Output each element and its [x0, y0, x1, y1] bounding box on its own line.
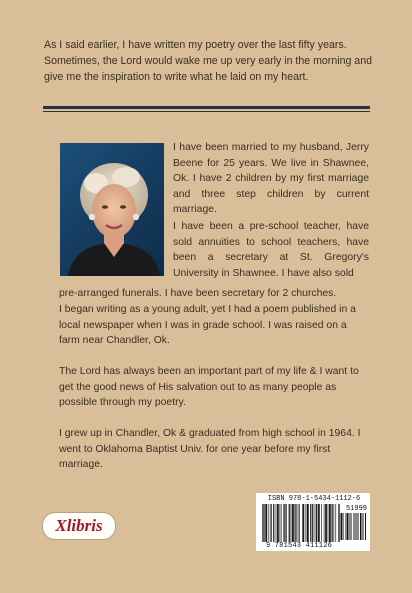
publisher-logo: [42, 512, 116, 540]
intro-paragraph: As I said earlier, I have written my poetry over the last fifty years. Sometimes, the Lord would wake me up very early in the morning and give me the inspiration to write what he laid on my heart.: [44, 39, 372, 83]
barcode-bar: [308, 504, 309, 542]
barcode-bar: [317, 504, 318, 542]
bio-paragraph-career: I have been a pre-school teacher, have sold annuities to school teachers, have been a secretary at St. Gregory's University in Shawnee. I have also sold: [173, 221, 369, 279]
barcode-bar: [319, 504, 320, 542]
barcode-bar: [303, 504, 304, 542]
barcode-bar: [365, 513, 366, 540]
barcode-bar: [299, 504, 300, 542]
barcode-bar: [262, 504, 263, 542]
barcode-bar: [298, 504, 299, 542]
barcode-bar: [319, 504, 320, 542]
barcode-bar: [273, 504, 274, 542]
barcode-bar: [293, 504, 294, 542]
barcode-bar: [283, 504, 284, 542]
barcode-bar: [341, 513, 342, 540]
barcode-bar: [332, 504, 333, 542]
barcode-bar: [264, 504, 265, 542]
barcode-bar: [346, 513, 347, 540]
barcode-bar: [357, 513, 358, 540]
barcode-bar: [294, 504, 295, 542]
barcode-bar: [343, 513, 344, 540]
barcode-bar: [286, 504, 287, 542]
barcode-bar: [335, 504, 336, 542]
isbn-label: ISBN 978-1-5434-1112-6: [267, 495, 361, 503]
barcode-bar: [329, 504, 330, 542]
barcode-bar: [310, 504, 311, 542]
barcode-bar: [263, 504, 264, 542]
barcode-bar: [318, 504, 319, 542]
barcode-bar: [278, 504, 279, 542]
barcode-bar: [328, 504, 329, 542]
barcode-bar: [354, 513, 355, 540]
barcode-bar: [325, 504, 326, 542]
barcode-bar: [334, 504, 335, 542]
barcode-bar: [284, 504, 285, 542]
barcode-bar: [312, 504, 313, 542]
barcode-bar: [366, 513, 367, 540]
barcode-bar: [326, 504, 327, 542]
barcode-bar: [293, 504, 294, 542]
barcode-bar: [280, 504, 281, 542]
isbn-barcode: [256, 493, 370, 551]
bio-paragraph-writing: I began writing as a young adult, yet I had a poem published in a local newspaper when I was in grade school. I was raised on a farm near Chandler, Ok.: [59, 304, 356, 346]
barcode-bar: [338, 504, 339, 542]
barcode-bar: [277, 504, 278, 542]
barcode-bar: [348, 513, 349, 540]
ean-digits: 9 781543 411126: [265, 542, 332, 550]
barcode-bar: [350, 513, 351, 540]
barcode-bar: [357, 513, 358, 540]
barcode-bar: [276, 504, 277, 542]
bio-paragraph-career-cont: pre-arranged funerals. I have been secretary for 2 churches.: [59, 288, 337, 299]
barcode-bar: [281, 504, 282, 542]
barcode-bar: [345, 513, 346, 540]
barcode-bar: [304, 504, 305, 542]
barcode-bar: [316, 504, 317, 542]
barcode-bar: [358, 513, 359, 540]
bio-paragraph-marriage: I have been married to my husband, Jerry Beene for 25 years. We live in Shawnee, Ok. I have 2 children by my first marriage and three step children by current marriage.: [173, 142, 369, 215]
barcode-bar: [360, 513, 361, 540]
barcode-bar: [307, 504, 308, 542]
barcode-bar: [271, 504, 272, 542]
barcode-bar: [291, 504, 292, 542]
barcode-bar: [295, 504, 296, 542]
barcode-bar: [321, 504, 322, 542]
barcode-bar: [351, 513, 352, 540]
addon-bars: [340, 513, 366, 540]
price-code: 51999: [345, 505, 367, 513]
barcode-bar: [289, 504, 290, 542]
barcode-bar: [340, 513, 341, 540]
barcode-bar: [361, 513, 362, 540]
barcode-bar: [330, 504, 331, 542]
barcode-bar: [306, 504, 307, 542]
bio-paragraph-faith: The Lord has always been an important part of my life & I want to get the good news of His salvation out to as many people as possible through my poetry.: [59, 366, 359, 408]
barcode-bar: [269, 504, 270, 542]
barcode-bar: [348, 513, 349, 540]
barcode-bar: [313, 504, 314, 542]
barcode-bar: [296, 504, 297, 542]
divider-thick: [43, 106, 370, 109]
barcode-bar: [285, 504, 286, 542]
barcode-bar: [274, 504, 275, 542]
barcode-bar: [330, 504, 331, 542]
barcode-bar: [362, 513, 363, 540]
barcode-bar: [347, 513, 348, 540]
divider-thin: [43, 111, 370, 112]
svg-text:Xlibris: Xlibris: [55, 516, 103, 535]
barcode-bar: [315, 504, 316, 542]
barcode-bar: [355, 513, 356, 540]
barcode-bar: [326, 504, 327, 542]
barcode-bar: [342, 513, 343, 540]
author-photo: [60, 143, 164, 276]
barcode-bar: [361, 513, 362, 540]
barcode-bar: [270, 504, 271, 542]
barcode-bar: [278, 504, 279, 542]
barcode-bar: [266, 504, 267, 542]
barcode-bar: [351, 513, 352, 540]
bio-paragraph-education: I grew up in Chandler, Ok & graduated from high school in 1964. I went to Oklahoma Baptist Univ. for one year before my first marriage.: [59, 428, 361, 470]
barcode-bar: [343, 513, 344, 540]
barcode-bar: [363, 513, 364, 540]
barcode-bar: [311, 504, 312, 542]
barcode-bar: [292, 504, 293, 542]
ean-bars: [262, 504, 340, 542]
barcode-bar: [267, 504, 268, 542]
barcode-bar: [332, 504, 333, 542]
barcode-bar: [324, 504, 325, 542]
barcode-bar: [353, 513, 354, 540]
barcode-bar: [265, 504, 266, 542]
barcode-bar: [302, 504, 303, 542]
barcode-bar: [308, 504, 309, 542]
barcode-bar: [289, 504, 290, 542]
